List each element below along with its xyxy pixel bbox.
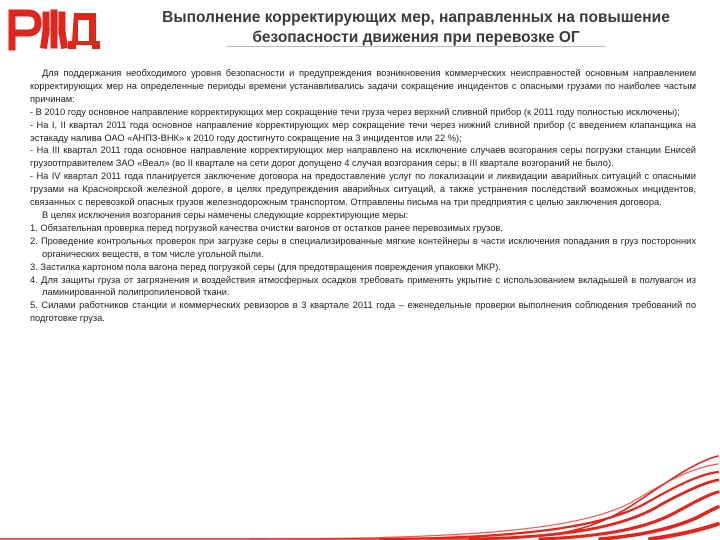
title-divider xyxy=(226,46,606,47)
measure-item: 5. Силами работников станции и коммерческих ревизоров в 3 квартале 2011 года – еженедельные проверки выполнения соблюдения требований по подготовке груза. xyxy=(30,300,696,324)
measure-item: 2. Проведение контрольных проверок при загрузке серы в специализированные мягкие контейнеры в части исключения попадания в груз посторонних органических веществ, в том числе угольной пыли. xyxy=(30,235,696,259)
measure-item: 4. Для защиты груза от загрязнения и воздействия атмосферных осадков требовать применять укрытие с использованием вкладышей в полувагон из ламинированной полипропиленовой ткани. xyxy=(30,274,696,298)
red-wave-lines-icon xyxy=(0,440,720,540)
page-title xyxy=(118,8,714,48)
bullet-item: - В 2010 году основное направление корректирующих мер сокращение течи груза через верхний сливной прибор (к 2011 году полностью исключены); xyxy=(30,106,680,117)
measure-item: 1. Обязательная проверка перед погрузкой качества очистки вагонов от остатков ранее перевозимых грузов. xyxy=(30,222,503,233)
slide-body xyxy=(30,67,696,325)
intro-paragraph: Для поддержания необходимого уровня безопасности и предупреждения возникновения коммерческих неисправностей основным направлением корректирующих мер на определенные периоды времени устанавливались задачи сокращение инцидентов с опасными грузами по наиболее частым причинам: xyxy=(30,68,696,104)
measure-item: 3. Застилка картоном пола вагона перед погрузкой серы (для предотвращения повреждения упаковки МКР). xyxy=(30,261,501,272)
title-line-2: безопасности движения при перевозке ОГ xyxy=(252,29,580,46)
measures-intro: В целях исключения возгорания серы намечены следующие корректирующие меры: xyxy=(42,209,409,220)
title-line-1: Выполнение корректирующих мер, направленных на повышение xyxy=(162,9,670,26)
bullet-item: - На IV квартал 2011 года планируется заключение договора на предоставление услуг по локализации и ликвидации аварийных ситуаций с опасными грузами на Красноярской железной дороге, в целях предупреждения аварийных ситуаций, а также устранения последствий возможных инцидентов, связанных с перевозкой опасных грузов железнодорожным транспортом. Отправлены письма на три предприятия с целью заключения договора. xyxy=(30,171,696,208)
bullet-item: - На I, II квартал 2011 года основное направление корректирующих мер сокращение течи через нижний сливной прибор (с введением клапанщика на эстакаду налива ОАО «АНПЗ-ВНК» к 2010 году достигнуто сокращение на 3 инцидентов или 22 %); xyxy=(30,119,696,143)
bullet-item: - На III квартал 2011 года основное направление корректирующих мер направлено на исключение случаев возгорания серы погрузки станции Енисей грузоотправителем ЗАО «Веал» (во II квартале на сети дорог допущено 4 случая возгорания серы; в III квартале возгораний не было). xyxy=(30,145,696,169)
rzd-logo-icon xyxy=(6,5,102,51)
